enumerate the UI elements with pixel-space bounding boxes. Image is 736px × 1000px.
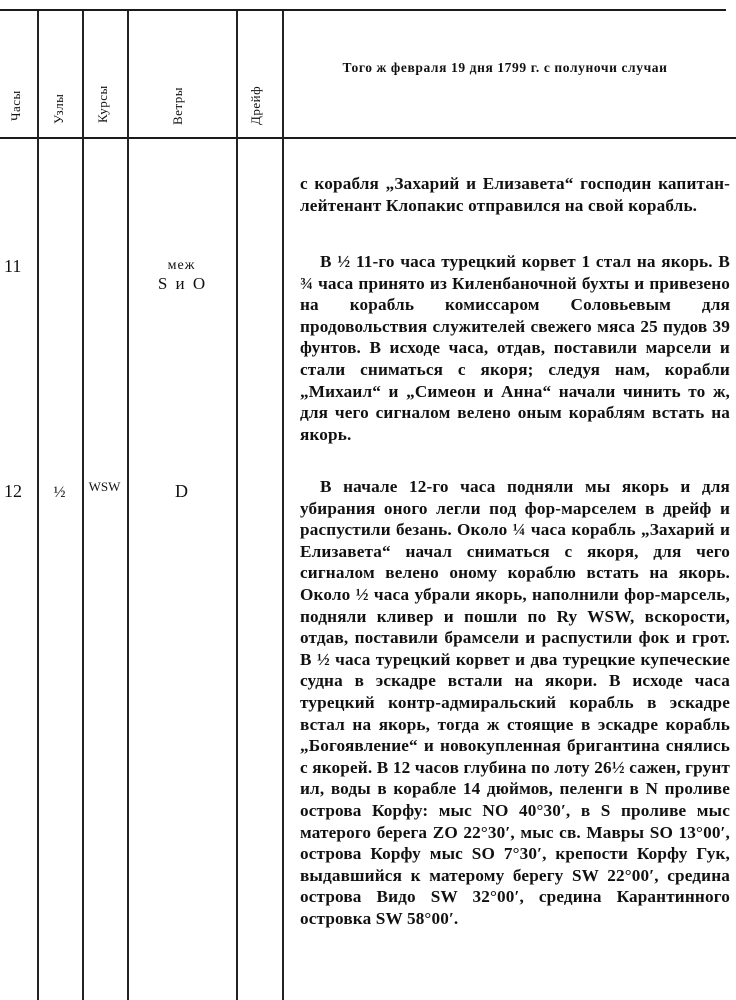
column-header-drift: Дрейф bbox=[248, 85, 263, 125]
course-cell: WSW bbox=[88, 479, 121, 494]
column-divider bbox=[236, 11, 238, 1000]
wind-cell-line2: S и O bbox=[157, 274, 206, 293]
column-divider bbox=[82, 11, 84, 1000]
log-entry-text: В ½ 11-го часа турецкий корвет 1 стал на якорь. В ¾ часа принято из Киленбаночной бухты и привезено на корабль комиссаром Соловьевым для продовольствия служителей свежего мяса 25 пудов 39 фунтов. В исходе часа, отдав, поставили марсели и стали сниматься с якоря; следуя нам, корабли „Михаил“ и „Симеон и Анна“ начали чинить то ж, для чего сигналом велено оным кораблям встать на якорь. bbox=[300, 252, 730, 444]
header-bottom-rule bbox=[0, 137, 736, 139]
wind-cell-line1: меж bbox=[167, 258, 196, 273]
column-header-winds: Ветры bbox=[170, 87, 185, 126]
wind-cell: D bbox=[175, 481, 188, 501]
column-divider bbox=[282, 11, 284, 1000]
column-divider bbox=[37, 11, 39, 1000]
column-divider bbox=[127, 11, 129, 1000]
log-entry-text: с корабля „Захарий и Елизавета“ господин капитан-лейтенант Клопакис отправился на свой корабль. bbox=[300, 174, 730, 215]
knots-cell: ½ bbox=[53, 484, 66, 501]
column-header-courses: Курсы bbox=[95, 85, 110, 123]
log-entry-text: В начале 12-го часа подняли мы якорь и для убирания оного легли под фор-марселем в дрейф и распустили безань. Около ¼ часа корабль „Захарий и Елизавета“ начал сниматься с якоря, для чего сигналом велено оному кораблю встать на якорь. Около ½ часа убрали якорь, наполнили фор-марсель, подняли кливер и пошли по Ry WSW, вскорости, отдав, поставили брамсели и распустили фок и грот. В ½ часа турецкий корвет и два турецкие купеческие судна в эскадре встали на якори. В исходе часа турецкий контр-адмиральский корабль в эскадре встал на якорь, тогда ж стоящие в эскадре корабль „Богоявление“ и новокупленная бригантина снялись с якорей. В 12 часов глубина по лоту 26½ сажен, грунт ил, воды в корабле 14 дюймов, пеленги в N проливе острова Корфу: мыс NO 40°30′, в S проливе мыс матерого берега ZO 22°30′, мыс св. Мавры SO 13°00′, острова Корфу мыс SO 7°30′, крепости Корфу Гук, выдавшийся к матерому берегу SW 22°00′, средина острова Видо SW 32°00′, средина Карантинного островка SW 58°00′. bbox=[300, 477, 730, 928]
hour-cell: 11 bbox=[4, 256, 22, 276]
column-header-hours: Часы bbox=[8, 90, 23, 122]
column-header-knots: Узлы bbox=[51, 93, 66, 125]
log-title: Того ж февраля 19 дня 1799 г. с полуночи случаи bbox=[342, 60, 668, 75]
hour-cell: 12 bbox=[4, 481, 22, 501]
top-rule bbox=[0, 9, 726, 11]
